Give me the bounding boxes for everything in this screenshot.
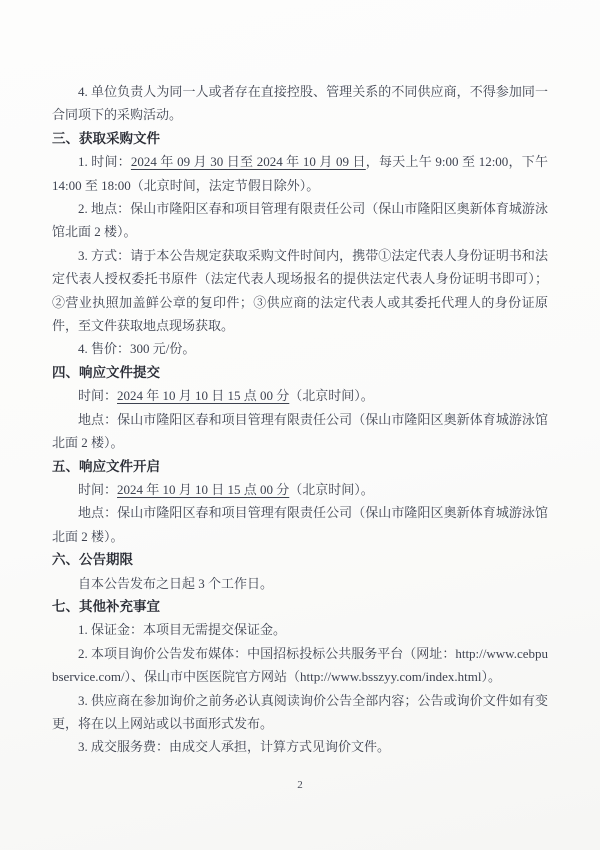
obtain-time-detail: ，每天上午 9:00 至 12:00，下午 14:00 至 18:00（北京时间，法定节假日除外）。 [52,154,548,193]
section-heading-obtain-documents: 三、获取采购文件 [52,130,160,146]
opening-location-line: 地点：保山市隆阳区春和项目管理有限责任公司（保山市隆阳区奥新体育城游泳馆北面 2 楼）。 [52,505,548,544]
section-heading-announcement-period: 六、公告期限 [52,552,133,568]
opening-time-date: 2024 年 10 月 10 日 15 点 00 分 [117,481,290,497]
other-media-line: 2. 本项目询价公告发布媒体：中国招标投标公共服务平台（网址：http://www.cebpubservice.com/）、保山市中医医院官方网站（http://www.bsszyy.com/index.html）。 [52,645,548,685]
obtain-time-date-range: 2024 年 09 月 30 日至 2024 年 10 月 09 日 [130,154,366,170]
document-body [52,80,548,759]
obtain-location-line: 2. 地点：保山市隆阳区春和项目管理有限责任公司（保山市隆阳区奥新体育城游泳馆北面 2 楼）。 [52,201,548,240]
submission-location-line: 地点：保山市隆阳区春和项目管理有限责任公司（保山市隆阳区奥新体育城游泳馆北面 2 楼）。 [52,411,548,451]
obtain-time-label: 1. 时间： [78,154,131,170]
submission-time-label: 时间： [78,388,118,404]
clause-same-legal-person: 4. 单位负责人为同一人或者存在直接控股、管理关系的不同供应商，不得参加同一合同项下的采购活动。 [52,84,548,123]
other-service-fee-line: 3. 成交服务费：由成交人承担，计算方式见询价文件。 [78,739,391,755]
submission-time-date: 2024 年 10 月 10 日 15 点 00 分 [117,388,290,404]
obtain-price-line: 4. 售价：300 元/份。 [78,341,196,357]
obtain-method-line: 3. 方式：请于本公告规定获取采购文件时间内，携带①法定代表人身份证明书和法定代表人授权委托书原件（法定代表人现场报名的提供法定代表人身份证明书即可）；②营业执照加盖鲜公章的复印件；③供应商的法定代表人或其委托代理人的身份证原件，至文件获取地点现场获取。 [52,247,548,334]
submission-time-line [52,384,548,407]
other-read-notice-line: 3. 供应商在参加询价之前务必认真阅读询价公告全部内容；公告或询价文件如有变更，将在以上网站或以书面形式发布。 [52,692,548,731]
submission-time-detail: （北京时间）。 [289,388,374,404]
opening-time-detail: （北京时间）。 [289,481,374,497]
page-number: 2 [297,779,303,791]
section-heading-response-opening: 五、响应文件开启 [52,458,160,474]
section-heading-other-matters: 七、其他补充事宜 [52,598,160,614]
opening-time-label: 时间： [78,481,118,497]
announcement-period-line: 自本公告发布之日起 3 个工作日。 [78,575,274,591]
opening-time-line [52,478,548,501]
other-deposit-line: 1. 保证金：本项目无需提交保证金。 [78,622,287,638]
section-heading-response-submission: 四、响应文件提交 [52,364,160,380]
obtain-time-line [52,150,548,197]
